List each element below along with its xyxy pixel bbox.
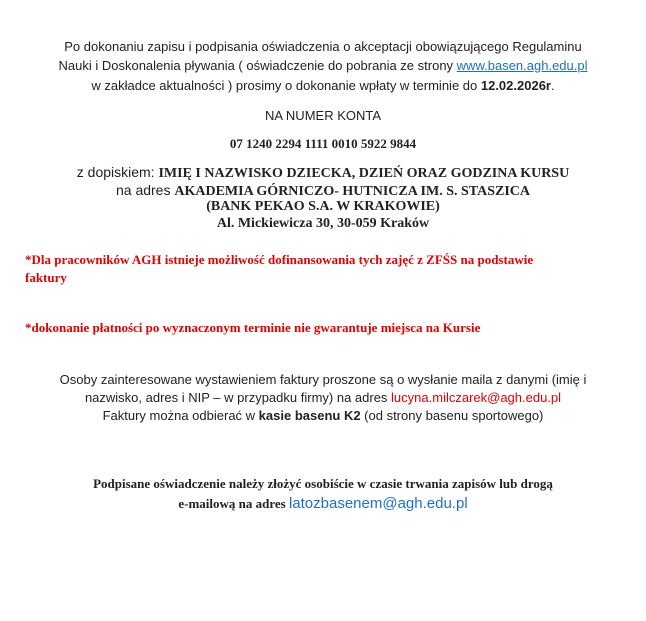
invoice-email[interactable]: lucyna.milczarek@agh.edu.pl [391, 390, 562, 405]
intro-line-2-text: Nauki i Doskonalenia pływania ( oświadczenie do pobrania ze strony [58, 58, 457, 73]
intro-line-2 [0, 58, 646, 73]
invoice-line-3-end: (od strony basenu sportowego) [360, 408, 544, 423]
subsidy-note-line-2: faktury [25, 270, 67, 285]
remarks-line-1 [0, 164, 646, 182]
cashier-location: kasie basenu K2 [258, 408, 361, 423]
remarks-prefix: z dopiskiem: [76, 164, 159, 180]
late-payment-note: *dokonanie płatności po wyznaczonym terminie nie gwarantuje miejsca na Kursie [25, 320, 481, 335]
account-number: 07 1240 2294 1111 0010 5922 9844 [229, 136, 417, 151]
intro-line-3-end: . [550, 78, 555, 93]
closing-line-2-text: e-mailową na adres [178, 496, 289, 511]
invoice-line-2-text: nazwisko, adres i NIP – w przypadku firmy) na adres [84, 390, 392, 405]
closing-line-1: Podpisane oświadczenie należy złożyć osobiście w czasie trwania zapisów lub drogą [93, 476, 553, 491]
subsidy-note-line-1: *Dla pracowników AGH istnieje możliwość dofinansowania tych zajęć z ZFŚS na podstawie [25, 252, 534, 267]
invoice-line-3 [0, 408, 646, 423]
remarks-line-2 [0, 182, 646, 200]
invoice-line-3-text: Faktury można odbierać w [102, 408, 259, 423]
invoice-line-1: Osoby zainteresowane wystawieniem faktury proszone są o wysłanie maila z danymi (imię i [59, 372, 587, 387]
invoice-line-2 [0, 390, 646, 405]
remarks-required-info: IMIĘ I NAZWISKO DZIECKA, DZIEŃ ORAZ GODZINA KURSU [158, 166, 570, 181]
recipient-name: AKADEMIA GÓRNICZO- HUTNICZA IM. S. STASZICA [174, 184, 530, 199]
basen-website-link[interactable]: www.basen.agh.edu.pl [456, 58, 588, 73]
closing-line-2 [0, 495, 646, 512]
account-label: NA NUMER KONTA [264, 108, 382, 123]
closing-email[interactable]: latozbasenem@agh.edu.pl [288, 495, 468, 512]
address-prefix: na adres [115, 182, 175, 198]
intro-line-3 [0, 78, 646, 93]
intro-line-3-text: w zakładce aktualności ) prosimy o dokonanie wpłaty w terminie do [91, 78, 481, 93]
bank-name: (BANK PEKAO S.A. W KRAKOWIE) [206, 199, 440, 214]
recipient-address: Al. Mickiewicza 30, 30-059 Kraków [216, 216, 430, 231]
intro-line-1: Po dokonaniu zapisu i podpisania oświadczenia o akceptacji obowiązującego Regulaminu [64, 39, 582, 54]
payment-deadline: 12.02.2026r [480, 78, 551, 93]
